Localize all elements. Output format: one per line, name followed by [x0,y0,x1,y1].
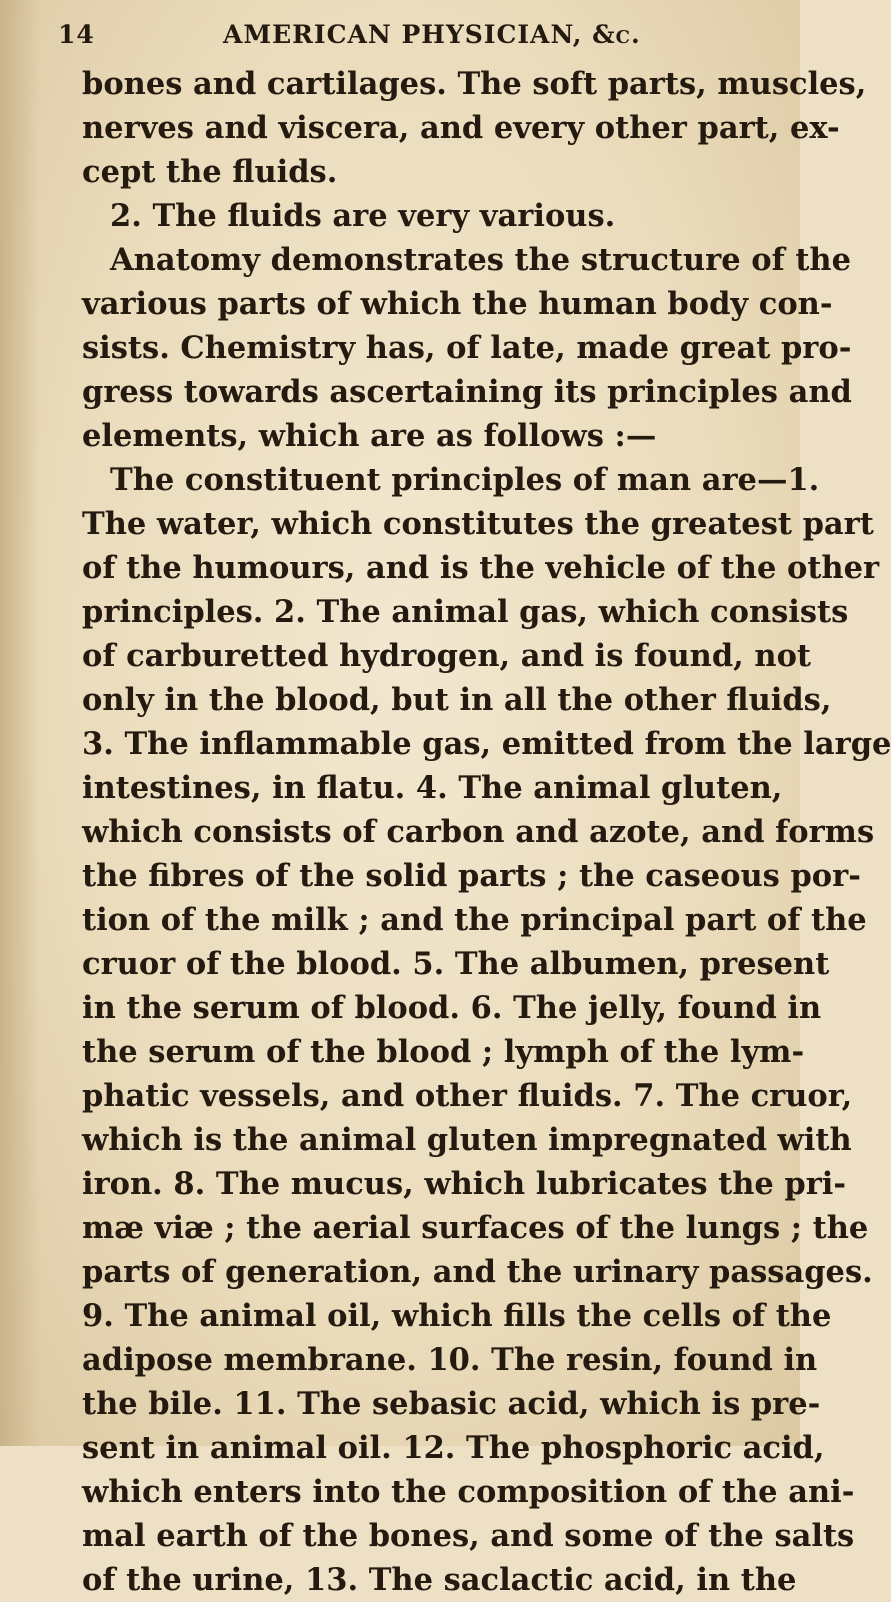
text-line: sists. Chemistry has, of late, made great pro- [82,330,852,366]
body-text [82,62,891,1602]
text-line: parts of generation, and the urinary passages. [82,1254,873,1290]
text-line: various parts of which the human body con- [82,286,833,322]
text-line: elements, which are as follows :— [82,418,657,454]
text-line: bones and cartilages. The soft parts, muscles, [82,66,867,102]
text-line: phatic vessels, and other fluids. 7. The cruor, [82,1078,853,1114]
text-line: gress towards ascertaining its principles and [82,374,852,410]
text-line: which enters into the composition of the ani- [82,1474,855,1510]
page-number: 14 [58,20,95,49]
text-line: which is the animal gluten impregnated with [82,1122,852,1158]
text-line: only in the blood, but in all the other fluids, [82,682,832,718]
text-line: The water, which constitutes the greatest part [82,506,874,542]
running-title: AMERICAN PHYSICIAN, &c. [223,20,641,49]
text-line: which consists of carbon and azote, and forms [82,814,875,850]
text-line: iron. 8. The mucus, which lubricates the pri- [82,1166,847,1202]
text-line: Anatomy demonstrates the structure of the [110,242,852,278]
text-line: mæ viæ ; the aerial surfaces of the lungs ; the [82,1210,869,1246]
text-line: in the serum of blood. 6. The jelly, found in [82,990,822,1026]
page-header [58,14,758,54]
text-line: adipose membrane. 10. The resin, found in [82,1342,818,1378]
text-line: intestines, in flatu. 4. The animal gluten, [82,770,783,806]
text-line: 3. The inflammable gas, emitted from the large [82,726,891,762]
text-line: cruor of the blood. 5. The albumen, present [82,946,830,982]
text-line: the fibres of the solid parts ; the caseous por- [82,858,861,894]
text-line: of carburetted hydrogen, and is found, not [82,638,812,674]
text-line: principles. 2. The animal gas, which consists [82,594,849,630]
text-line: 2. The fluids are very various. [110,198,616,234]
text-line: tion of the milk ; and the principal part of the [82,902,867,938]
text-line: of the humours, and is the vehicle of the other [82,550,880,586]
text-line: the serum of the blood ; lymph of the lym- [82,1034,805,1070]
text-line: 9. The animal oil, which fills the cells of the [82,1298,832,1334]
page-edge-shadow [0,0,40,1446]
text-line: the bile. 11. The sebasic acid, which is pre- [82,1386,821,1422]
text-line: sent in animal oil. 12. The phosphoric acid, [82,1430,825,1466]
text-line: cept the fluids. [82,154,338,190]
text-line: of the urine, 13. The saclactic acid, in the [82,1562,797,1598]
text-line: nerves and viscera, and every other part, ex- [82,110,840,146]
text-line: mal earth of the bones, and some of the salts [82,1518,855,1554]
text-line: The constituent principles of man are—1. [110,462,820,498]
